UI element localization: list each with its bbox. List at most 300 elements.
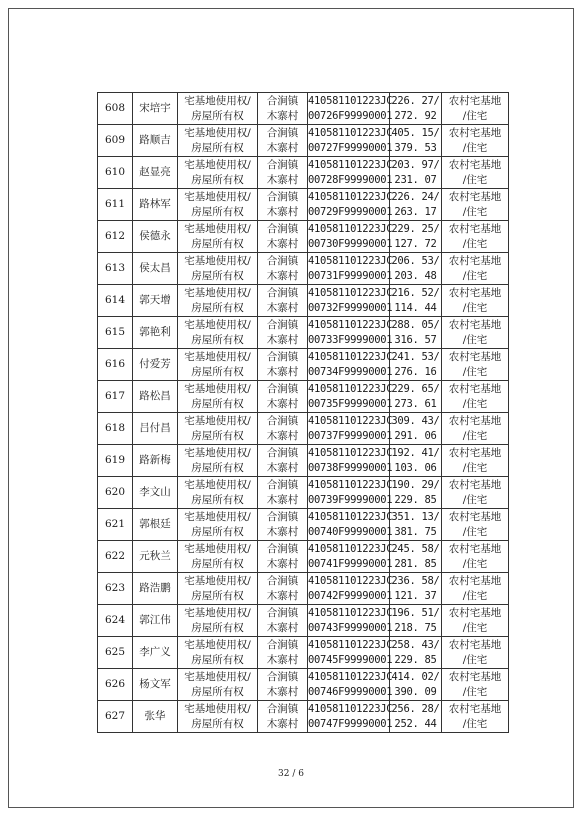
right-type-cell — [178, 381, 258, 413]
area-cell-line: 276. 16 — [394, 365, 437, 378]
location-cell-line: 合涧镇 — [266, 670, 299, 683]
location-cell — [258, 253, 308, 285]
area-cell-line: 405. 15/ — [391, 126, 440, 139]
usage-cell-line: /住宅 — [462, 205, 488, 218]
unit-code-cell-line: 00737F99990001 — [308, 429, 393, 442]
owner-name-cell: 张华 — [133, 701, 178, 733]
right-type-cell-line: 宅基地使用权/ — [184, 190, 251, 203]
location-cell-line: 合涧镇 — [266, 446, 299, 459]
usage-cell-line: 农村宅基地 — [448, 414, 502, 427]
right-type-cell — [178, 669, 258, 701]
location-cell — [258, 317, 308, 349]
location-cell-line: 木寨村 — [266, 365, 299, 378]
usage-cell-line: 农村宅基地 — [448, 158, 502, 171]
unit-code-cell-line: 410581101223JC — [308, 286, 393, 299]
usage-cell-line: 农村宅基地 — [448, 606, 502, 619]
record-number-cell: 611 — [98, 189, 133, 221]
owner-name-cell: 郭根廷 — [133, 509, 178, 541]
unit-code-cell — [308, 221, 393, 253]
usage-cell-line: 农村宅基地 — [448, 350, 502, 363]
usage-cell — [442, 477, 509, 509]
usage-cell-line: /住宅 — [462, 493, 488, 506]
usage-cell-line: 农村宅基地 — [448, 94, 502, 107]
location-cell-line: 木寨村 — [266, 429, 299, 442]
right-type-cell-line: 宅基地使用权/ — [184, 318, 251, 331]
usage-cell — [442, 637, 509, 669]
area-cell — [390, 253, 442, 285]
usage-cell — [442, 221, 509, 253]
location-cell-line: 合涧镇 — [266, 542, 299, 555]
location-cell — [258, 285, 308, 317]
location-cell — [258, 157, 308, 189]
right-type-cell-line: 宅基地使用权/ — [184, 414, 251, 427]
right-type-cell-line: 宅基地使用权/ — [184, 350, 251, 363]
owner-name-cell: 吕付昌 — [133, 413, 178, 445]
right-type-cell — [178, 445, 258, 477]
record-number-cell: 620 — [98, 477, 133, 509]
location-cell-line: 木寨村 — [266, 557, 299, 570]
unit-code-cell-line: 410581101223JC — [308, 638, 393, 651]
location-cell-line: 木寨村 — [266, 493, 299, 506]
right-type-cell-line: 宅基地使用权/ — [184, 94, 251, 107]
area-cell — [390, 477, 442, 509]
area-cell-line: 229. 85 — [394, 493, 437, 506]
usage-cell — [442, 445, 509, 477]
right-type-cell-line: 宅基地使用权/ — [184, 702, 251, 715]
usage-cell — [442, 701, 509, 733]
unit-code-cell — [308, 189, 393, 221]
right-type-cell-line: 宅基地使用权/ — [184, 446, 251, 459]
location-cell-line: 合涧镇 — [266, 190, 299, 203]
right-type-cell — [178, 541, 258, 573]
usage-cell-line: 农村宅基地 — [448, 318, 502, 331]
area-cell-line: 390. 09 — [394, 685, 437, 698]
right-type-cell — [178, 253, 258, 285]
location-cell — [258, 605, 308, 637]
registry-table-body — [98, 93, 509, 733]
unit-code-cell-line: 00746F99990001 — [308, 685, 393, 698]
area-cell — [390, 221, 442, 253]
table-row — [98, 445, 509, 477]
unit-code-cell-line: 00739F99990001 — [308, 493, 393, 506]
right-type-cell — [178, 477, 258, 509]
location-cell-line: 木寨村 — [266, 589, 299, 602]
usage-cell-line: 农村宅基地 — [448, 638, 502, 651]
usage-cell — [442, 669, 509, 701]
right-type-cell-line: 宅基地使用权/ — [184, 126, 251, 139]
unit-code-cell — [308, 285, 393, 317]
record-number-cell: 618 — [98, 413, 133, 445]
unit-code-cell-line: 00733F99990001 — [308, 333, 393, 346]
right-type-cell — [178, 93, 258, 125]
table-row — [98, 253, 509, 285]
area-cell-line: 231. 07 — [394, 173, 437, 186]
area-cell-line: 203. 97/ — [391, 158, 440, 171]
area-cell-line: 103. 06 — [394, 461, 437, 474]
unit-code-cell-line: 00728F99990001 — [308, 173, 393, 186]
unit-code-cell-line: 410581101223JC — [308, 542, 393, 555]
location-cell-line: 木寨村 — [266, 141, 299, 154]
table-row — [98, 285, 509, 317]
area-cell-line: 229. 65/ — [391, 382, 440, 395]
unit-code-cell-line: 410581101223JC — [308, 702, 393, 715]
right-type-cell-line: 房屋所有权 — [191, 493, 244, 506]
owner-name-cell: 路顺吉 — [133, 125, 178, 157]
unit-code-cell — [308, 125, 393, 157]
table-row — [98, 637, 509, 669]
usage-cell-line: /住宅 — [462, 685, 488, 698]
table-row — [98, 349, 509, 381]
location-cell-line: 合涧镇 — [266, 94, 299, 107]
unit-code-cell-line: 00729F99990001 — [308, 205, 393, 218]
location-cell-line: 合涧镇 — [266, 574, 299, 587]
right-type-cell — [178, 317, 258, 349]
location-cell-line: 合涧镇 — [266, 286, 299, 299]
usage-cell — [442, 509, 509, 541]
unit-code-cell-line: 00731F99990001 — [308, 269, 393, 282]
table-row — [98, 669, 509, 701]
usage-cell-line: /住宅 — [462, 269, 488, 282]
owner-name-cell: 侯德永 — [133, 221, 178, 253]
right-type-cell-line: 宅基地使用权/ — [184, 254, 251, 267]
area-cell-line: 414. 02/ — [391, 670, 440, 683]
usage-cell-line: /住宅 — [462, 429, 488, 442]
unit-code-cell-line: 410581101223JC — [308, 382, 393, 395]
location-cell — [258, 125, 308, 157]
record-number-cell: 617 — [98, 381, 133, 413]
unit-code-cell-line: 410581101223JC — [308, 446, 393, 459]
location-cell-line: 木寨村 — [266, 685, 299, 698]
record-number-cell: 613 — [98, 253, 133, 285]
record-number-cell: 615 — [98, 317, 133, 349]
owner-name-cell: 路林军 — [133, 189, 178, 221]
usage-cell-line: /住宅 — [462, 717, 488, 730]
right-type-cell-line: 房屋所有权 — [191, 557, 244, 570]
area-cell-line: 192. 41/ — [391, 446, 440, 459]
unit-code-cell-line: 410581101223JC — [308, 350, 393, 363]
table-row — [98, 541, 509, 573]
area-cell-line: 309. 43/ — [391, 414, 440, 427]
right-type-cell-line: 房屋所有权 — [191, 365, 244, 378]
unit-code-cell — [308, 349, 393, 381]
right-type-cell-line: 房屋所有权 — [191, 461, 244, 474]
unit-code-cell — [308, 253, 393, 285]
area-cell-line: 114. 44 — [394, 301, 437, 314]
usage-cell — [442, 157, 509, 189]
right-type-cell-line: 宅基地使用权/ — [184, 606, 251, 619]
location-cell — [258, 477, 308, 509]
usage-cell-line: /住宅 — [462, 365, 488, 378]
right-type-cell-line: 房屋所有权 — [191, 269, 244, 282]
owner-name-cell: 侯太昌 — [133, 253, 178, 285]
right-type-cell-line: 房屋所有权 — [191, 621, 244, 634]
location-cell — [258, 573, 308, 605]
unit-code-cell-line: 410581101223JC — [308, 510, 393, 523]
record-number-cell: 622 — [98, 541, 133, 573]
unit-code-cell-line: 410581101223JC — [308, 126, 393, 139]
unit-code-cell-line: 410581101223JC — [308, 158, 393, 171]
right-type-cell — [178, 349, 258, 381]
usage-cell — [442, 349, 509, 381]
owner-name-cell: 宋培宇 — [133, 93, 178, 125]
unit-code-cell-line: 410581101223JC — [308, 190, 393, 203]
owner-name-cell: 李文山 — [133, 477, 178, 509]
location-cell-line: 合涧镇 — [266, 382, 299, 395]
owner-name-cell: 路浩鹏 — [133, 573, 178, 605]
owner-name-cell: 郭天增 — [133, 285, 178, 317]
area-cell — [390, 669, 442, 701]
area-cell — [390, 125, 442, 157]
area-cell-line: 216. 52/ — [391, 286, 440, 299]
area-cell-line: 252. 44 — [394, 717, 437, 730]
location-cell-line: 合涧镇 — [266, 702, 299, 715]
right-type-cell-line: 宅基地使用权/ — [184, 510, 251, 523]
unit-code-cell-line: 410581101223JC — [308, 478, 393, 491]
record-number-cell: 612 — [98, 221, 133, 253]
right-type-cell — [178, 413, 258, 445]
unit-code-cell-line: 00738F99990001 — [308, 461, 393, 474]
usage-cell-line: /住宅 — [462, 237, 488, 250]
usage-cell-line: /住宅 — [462, 653, 488, 666]
location-cell — [258, 381, 308, 413]
area-cell — [390, 93, 442, 125]
location-cell — [258, 637, 308, 669]
usage-cell — [442, 253, 509, 285]
location-cell-line: 木寨村 — [266, 173, 299, 186]
unit-code-cell-line: 00742F99990001 — [308, 589, 393, 602]
area-cell-line: 245. 58/ — [391, 542, 440, 555]
unit-code-cell-line: 410581101223JC — [308, 94, 393, 107]
area-cell-line: 121. 37 — [394, 589, 437, 602]
right-type-cell-line: 房屋所有权 — [191, 685, 244, 698]
usage-cell-line: /住宅 — [462, 141, 488, 154]
location-cell — [258, 349, 308, 381]
table-row — [98, 157, 509, 189]
owner-name-cell: 路新梅 — [133, 445, 178, 477]
usage-cell-line: 农村宅基地 — [448, 702, 502, 715]
table-row — [98, 125, 509, 157]
location-cell-line: 合涧镇 — [266, 222, 299, 235]
table-row — [98, 221, 509, 253]
area-cell — [390, 157, 442, 189]
usage-cell — [442, 93, 509, 125]
right-type-cell — [178, 701, 258, 733]
location-cell — [258, 221, 308, 253]
right-type-cell-line: 房屋所有权 — [191, 333, 244, 346]
location-cell-line: 木寨村 — [266, 717, 299, 730]
area-cell-line: 196. 51/ — [391, 606, 440, 619]
unit-code-cell-line: 410581101223JC — [308, 222, 393, 235]
right-type-cell — [178, 573, 258, 605]
right-type-cell-line: 宅基地使用权/ — [184, 478, 251, 491]
table-row — [98, 605, 509, 637]
usage-cell-line: 农村宅基地 — [448, 446, 502, 459]
location-cell-line: 木寨村 — [266, 333, 299, 346]
usage-cell-line: 农村宅基地 — [448, 478, 502, 491]
usage-cell — [442, 413, 509, 445]
area-cell-line: 273. 61 — [394, 397, 437, 410]
usage-cell — [442, 125, 509, 157]
right-type-cell-line: 房屋所有权 — [191, 525, 244, 538]
right-type-cell-line: 房屋所有权 — [191, 237, 244, 250]
right-type-cell-line: 宅基地使用权/ — [184, 638, 251, 651]
table-row — [98, 381, 509, 413]
table-row — [98, 189, 509, 221]
usage-cell-line: 农村宅基地 — [448, 254, 502, 267]
right-type-cell-line: 宅基地使用权/ — [184, 542, 251, 555]
area-cell-line: 256. 28/ — [391, 702, 440, 715]
owner-name-cell: 郭江伟 — [133, 605, 178, 637]
right-type-cell — [178, 189, 258, 221]
unit-code-cell — [308, 541, 393, 573]
right-type-cell-line: 房屋所有权 — [191, 589, 244, 602]
unit-code-cell-line: 410581101223JC — [308, 318, 393, 331]
area-cell-line: 272. 92 — [394, 109, 437, 122]
location-cell-line: 木寨村 — [266, 653, 299, 666]
usage-cell — [442, 285, 509, 317]
right-type-cell-line: 房屋所有权 — [191, 141, 244, 154]
usage-cell-line: 农村宅基地 — [448, 382, 502, 395]
area-cell — [390, 285, 442, 317]
area-cell-line: 288. 05/ — [391, 318, 440, 331]
usage-cell-line: /住宅 — [462, 621, 488, 634]
location-cell-line: 合涧镇 — [266, 126, 299, 139]
location-cell-line: 合涧镇 — [266, 318, 299, 331]
area-cell — [390, 701, 442, 733]
record-number-cell: 625 — [98, 637, 133, 669]
area-cell-line: 127. 72 — [394, 237, 437, 250]
location-cell-line: 木寨村 — [266, 461, 299, 474]
usage-cell-line: /住宅 — [462, 109, 488, 122]
area-cell-line: 206. 53/ — [391, 254, 440, 267]
area-cell-line: 190. 29/ — [391, 478, 440, 491]
unit-code-cell-line: 410581101223JC — [308, 414, 393, 427]
location-cell-line: 合涧镇 — [266, 158, 299, 171]
unit-code-cell-line: 00734F99990001 — [308, 365, 393, 378]
usage-cell-line: 农村宅基地 — [448, 126, 502, 139]
location-cell — [258, 189, 308, 221]
record-number-cell: 616 — [98, 349, 133, 381]
right-type-cell-line: 房屋所有权 — [191, 205, 244, 218]
area-cell-line: 316. 57 — [394, 333, 437, 346]
location-cell-line: 木寨村 — [266, 397, 299, 410]
owner-name-cell: 路松昌 — [133, 381, 178, 413]
usage-cell-line: /住宅 — [462, 557, 488, 570]
unit-code-cell-line: 00745F99990001 — [308, 653, 393, 666]
table-row — [98, 573, 509, 605]
record-number-cell: 621 — [98, 509, 133, 541]
area-cell-line: 351. 13/ — [391, 510, 440, 523]
owner-name-cell: 赵显亮 — [133, 157, 178, 189]
table-row — [98, 93, 509, 125]
owner-name-cell: 郭艳利 — [133, 317, 178, 349]
unit-code-cell — [308, 477, 393, 509]
right-type-cell-line: 房屋所有权 — [191, 397, 244, 410]
usage-cell-line: /住宅 — [462, 301, 488, 314]
unit-code-cell — [308, 381, 393, 413]
owner-name-cell: 付爱芳 — [133, 349, 178, 381]
area-cell — [390, 445, 442, 477]
location-cell — [258, 93, 308, 125]
area-cell-line: 263. 17 — [394, 205, 437, 218]
right-type-cell-line: 宅基地使用权/ — [184, 286, 251, 299]
right-type-cell-line: 房屋所有权 — [191, 717, 244, 730]
usage-cell — [442, 541, 509, 573]
usage-cell — [442, 189, 509, 221]
location-cell-line: 合涧镇 — [266, 414, 299, 427]
area-cell-line: 241. 53/ — [391, 350, 440, 363]
area-cell — [390, 573, 442, 605]
usage-cell — [442, 605, 509, 637]
location-cell-line: 合涧镇 — [266, 350, 299, 363]
unit-code-cell-line: 00743F99990001 — [308, 621, 393, 634]
unit-code-cell — [308, 701, 393, 733]
table-row — [98, 509, 509, 541]
right-type-cell-line: 宅基地使用权/ — [184, 574, 251, 587]
location-cell-line: 合涧镇 — [266, 510, 299, 523]
area-cell — [390, 381, 442, 413]
right-type-cell-line: 房屋所有权 — [191, 429, 244, 442]
area-cell — [390, 189, 442, 221]
record-number-cell: 614 — [98, 285, 133, 317]
unit-code-cell-line: 00747F99990001 — [308, 717, 393, 730]
location-cell-line: 木寨村 — [266, 301, 299, 314]
location-cell-line: 合涧镇 — [266, 638, 299, 651]
area-cell-line: 226. 27/ — [391, 94, 440, 107]
table-row — [98, 701, 509, 733]
unit-code-cell-line: 410581101223JC — [308, 574, 393, 587]
location-cell-line: 木寨村 — [266, 525, 299, 538]
area-cell — [390, 349, 442, 381]
usage-cell-line: 农村宅基地 — [448, 222, 502, 235]
area-cell-line: 226. 24/ — [391, 190, 440, 203]
record-number-cell: 619 — [98, 445, 133, 477]
right-type-cell — [178, 125, 258, 157]
right-type-cell — [178, 285, 258, 317]
area-cell-line: 218. 75 — [394, 621, 437, 634]
right-type-cell-line: 房屋所有权 — [191, 173, 244, 186]
owner-name-cell: 李广义 — [133, 637, 178, 669]
table-row — [98, 317, 509, 349]
unit-code-cell — [308, 317, 393, 349]
unit-code-cell — [308, 413, 393, 445]
location-cell — [258, 541, 308, 573]
unit-code-cell — [308, 669, 393, 701]
table-row — [98, 413, 509, 445]
location-cell-line: 合涧镇 — [266, 254, 299, 267]
record-number-cell: 610 — [98, 157, 133, 189]
unit-code-cell-line: 410581101223JC — [308, 606, 393, 619]
record-number-cell: 626 — [98, 669, 133, 701]
area-cell — [390, 317, 442, 349]
area-cell — [390, 637, 442, 669]
usage-cell — [442, 317, 509, 349]
record-number-cell: 627 — [98, 701, 133, 733]
location-cell-line: 木寨村 — [266, 109, 299, 122]
unit-code-cell — [308, 93, 393, 125]
owner-name-cell: 杨文军 — [133, 669, 178, 701]
location-cell — [258, 701, 308, 733]
location-cell-line: 木寨村 — [266, 205, 299, 218]
area-cell — [390, 605, 442, 637]
usage-cell — [442, 381, 509, 413]
area-cell-line: 291. 06 — [394, 429, 437, 442]
right-type-cell-line: 宅基地使用权/ — [184, 382, 251, 395]
right-type-cell — [178, 221, 258, 253]
location-cell — [258, 413, 308, 445]
area-cell — [390, 413, 442, 445]
unit-code-cell — [308, 509, 393, 541]
